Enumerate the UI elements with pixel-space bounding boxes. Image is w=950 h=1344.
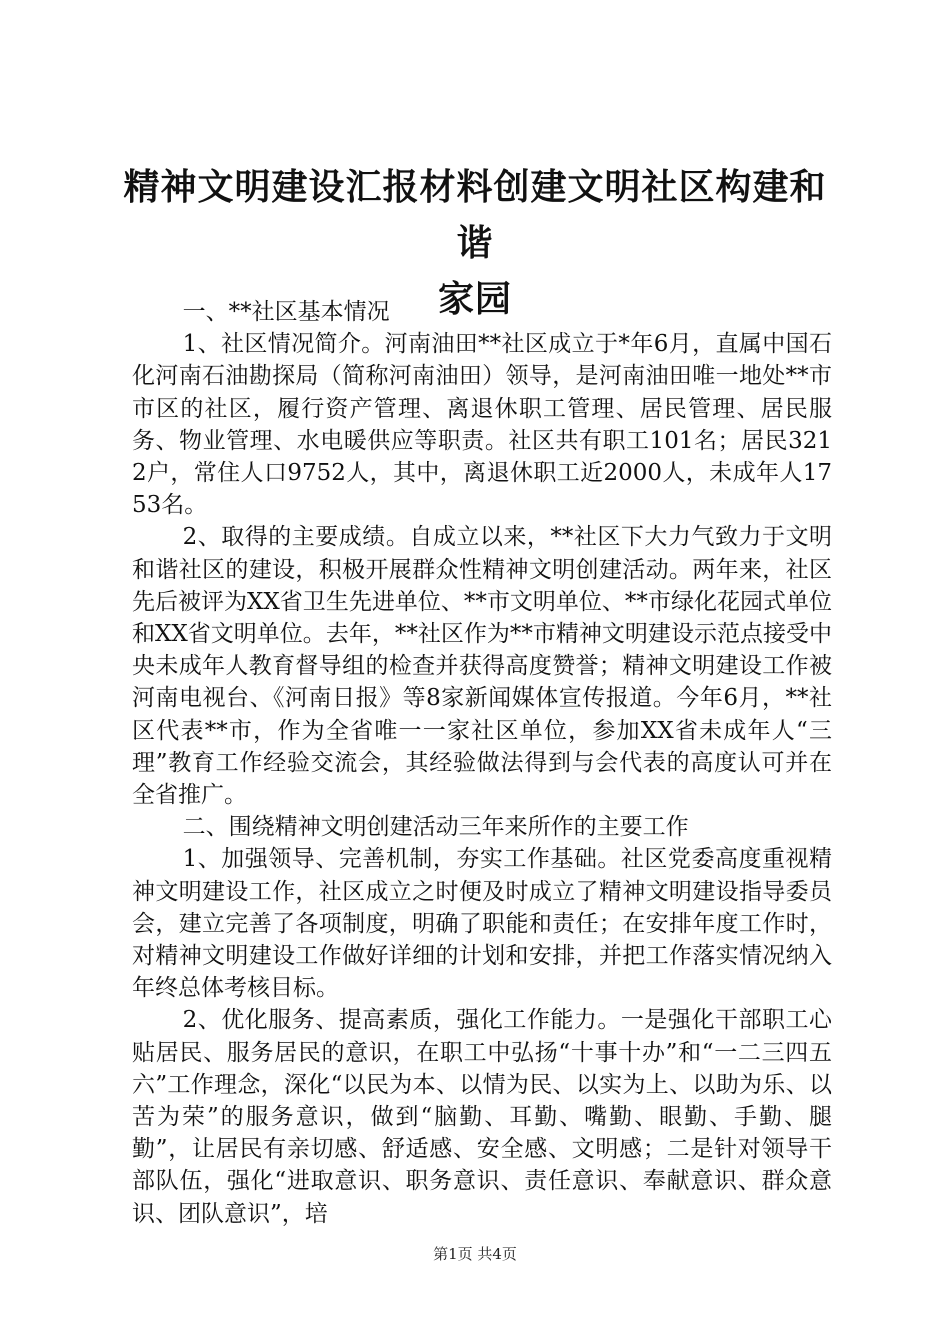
title-line-2: 家园 <box>437 279 512 320</box>
section-heading: 二、围绕精神文明创建活动三年来所作的主要工作 <box>182 814 689 841</box>
title-line-1: 精神文明建设汇报材料创建文明社区构建和谐 <box>123 167 827 264</box>
section-heading: 一、**社区基本情况 <box>182 299 390 325</box>
page-number-footer: 第1页 共4页 <box>433 1245 517 1263</box>
paragraph: 1、社区情况简介。河南油田**社区成立于*年6月，直属中国石化河南石油勘探局（简称河南油田）领导，是河南油田唯一地处**市市区的社区，履行资产管理、离退休职工管理、居民管理、居民服务、物业管理、水电暖供应等职责。社区共有职工101名；居民3212户，常住人口9752人，其中，离退休职工近2000人，未成年人1753名。 <box>132 331 832 519</box>
document-body <box>132 296 832 1230</box>
paragraph: 2、取得的主要成绩。自成立以来，**社区下大力气致力于文明和谐社区的建设，积极开展群众性精神文明创建活动。两年来，社区先后被评为XX省卫生先进单位、**市文明单位、**市绿化花园式单位和XX省文明单位。去年，**社区作为**市精神文明建设示范点接受中央未成年人教育督导组的检查并获得高度赞誉；精神文明建设工作被河南电视台、《河南日报》等8家新闻媒体宣传报道。今年6月，**社区代表**市，作为全省唯一一家社区单位，参加XX省未成年人“三理”教育工作经验交流会，其经验做法得到与会代表的高度认可并在全省推广。 <box>132 524 832 809</box>
paragraph: 2、优化服务、提高素质，强化工作能力。一是强化干部职工心贴居民、服务居民的意识，在职工中弘扬“十事十办”和“一二三四五六”工作理念，深化“以民为本、以情为民、以实为上、以助为乐、以苦为荣”的服务意识，做到“脑勤、耳勤、嘴勤、眼勤、手勤、腿勤”，让居民有亲切感、舒适感、安全感、文明感；二是针对领导干部队伍，强化“进取意识、职务意识、责任意识、奉献意识、群众意识、团队意识”，培 <box>132 1007 832 1227</box>
paragraph: 1、加强领导、完善机制，夯实工作基础。社区党委高度重视精神文明建设工作，社区成立之时便及时成立了精神文明建设指导委员会，建立完善了各项制度，明确了职能和责任；在安排年度工作时，对精神文明建设工作做好详细的计划和安排，并把工作落实情况纳入年终总体考核目标。 <box>132 846 832 1002</box>
